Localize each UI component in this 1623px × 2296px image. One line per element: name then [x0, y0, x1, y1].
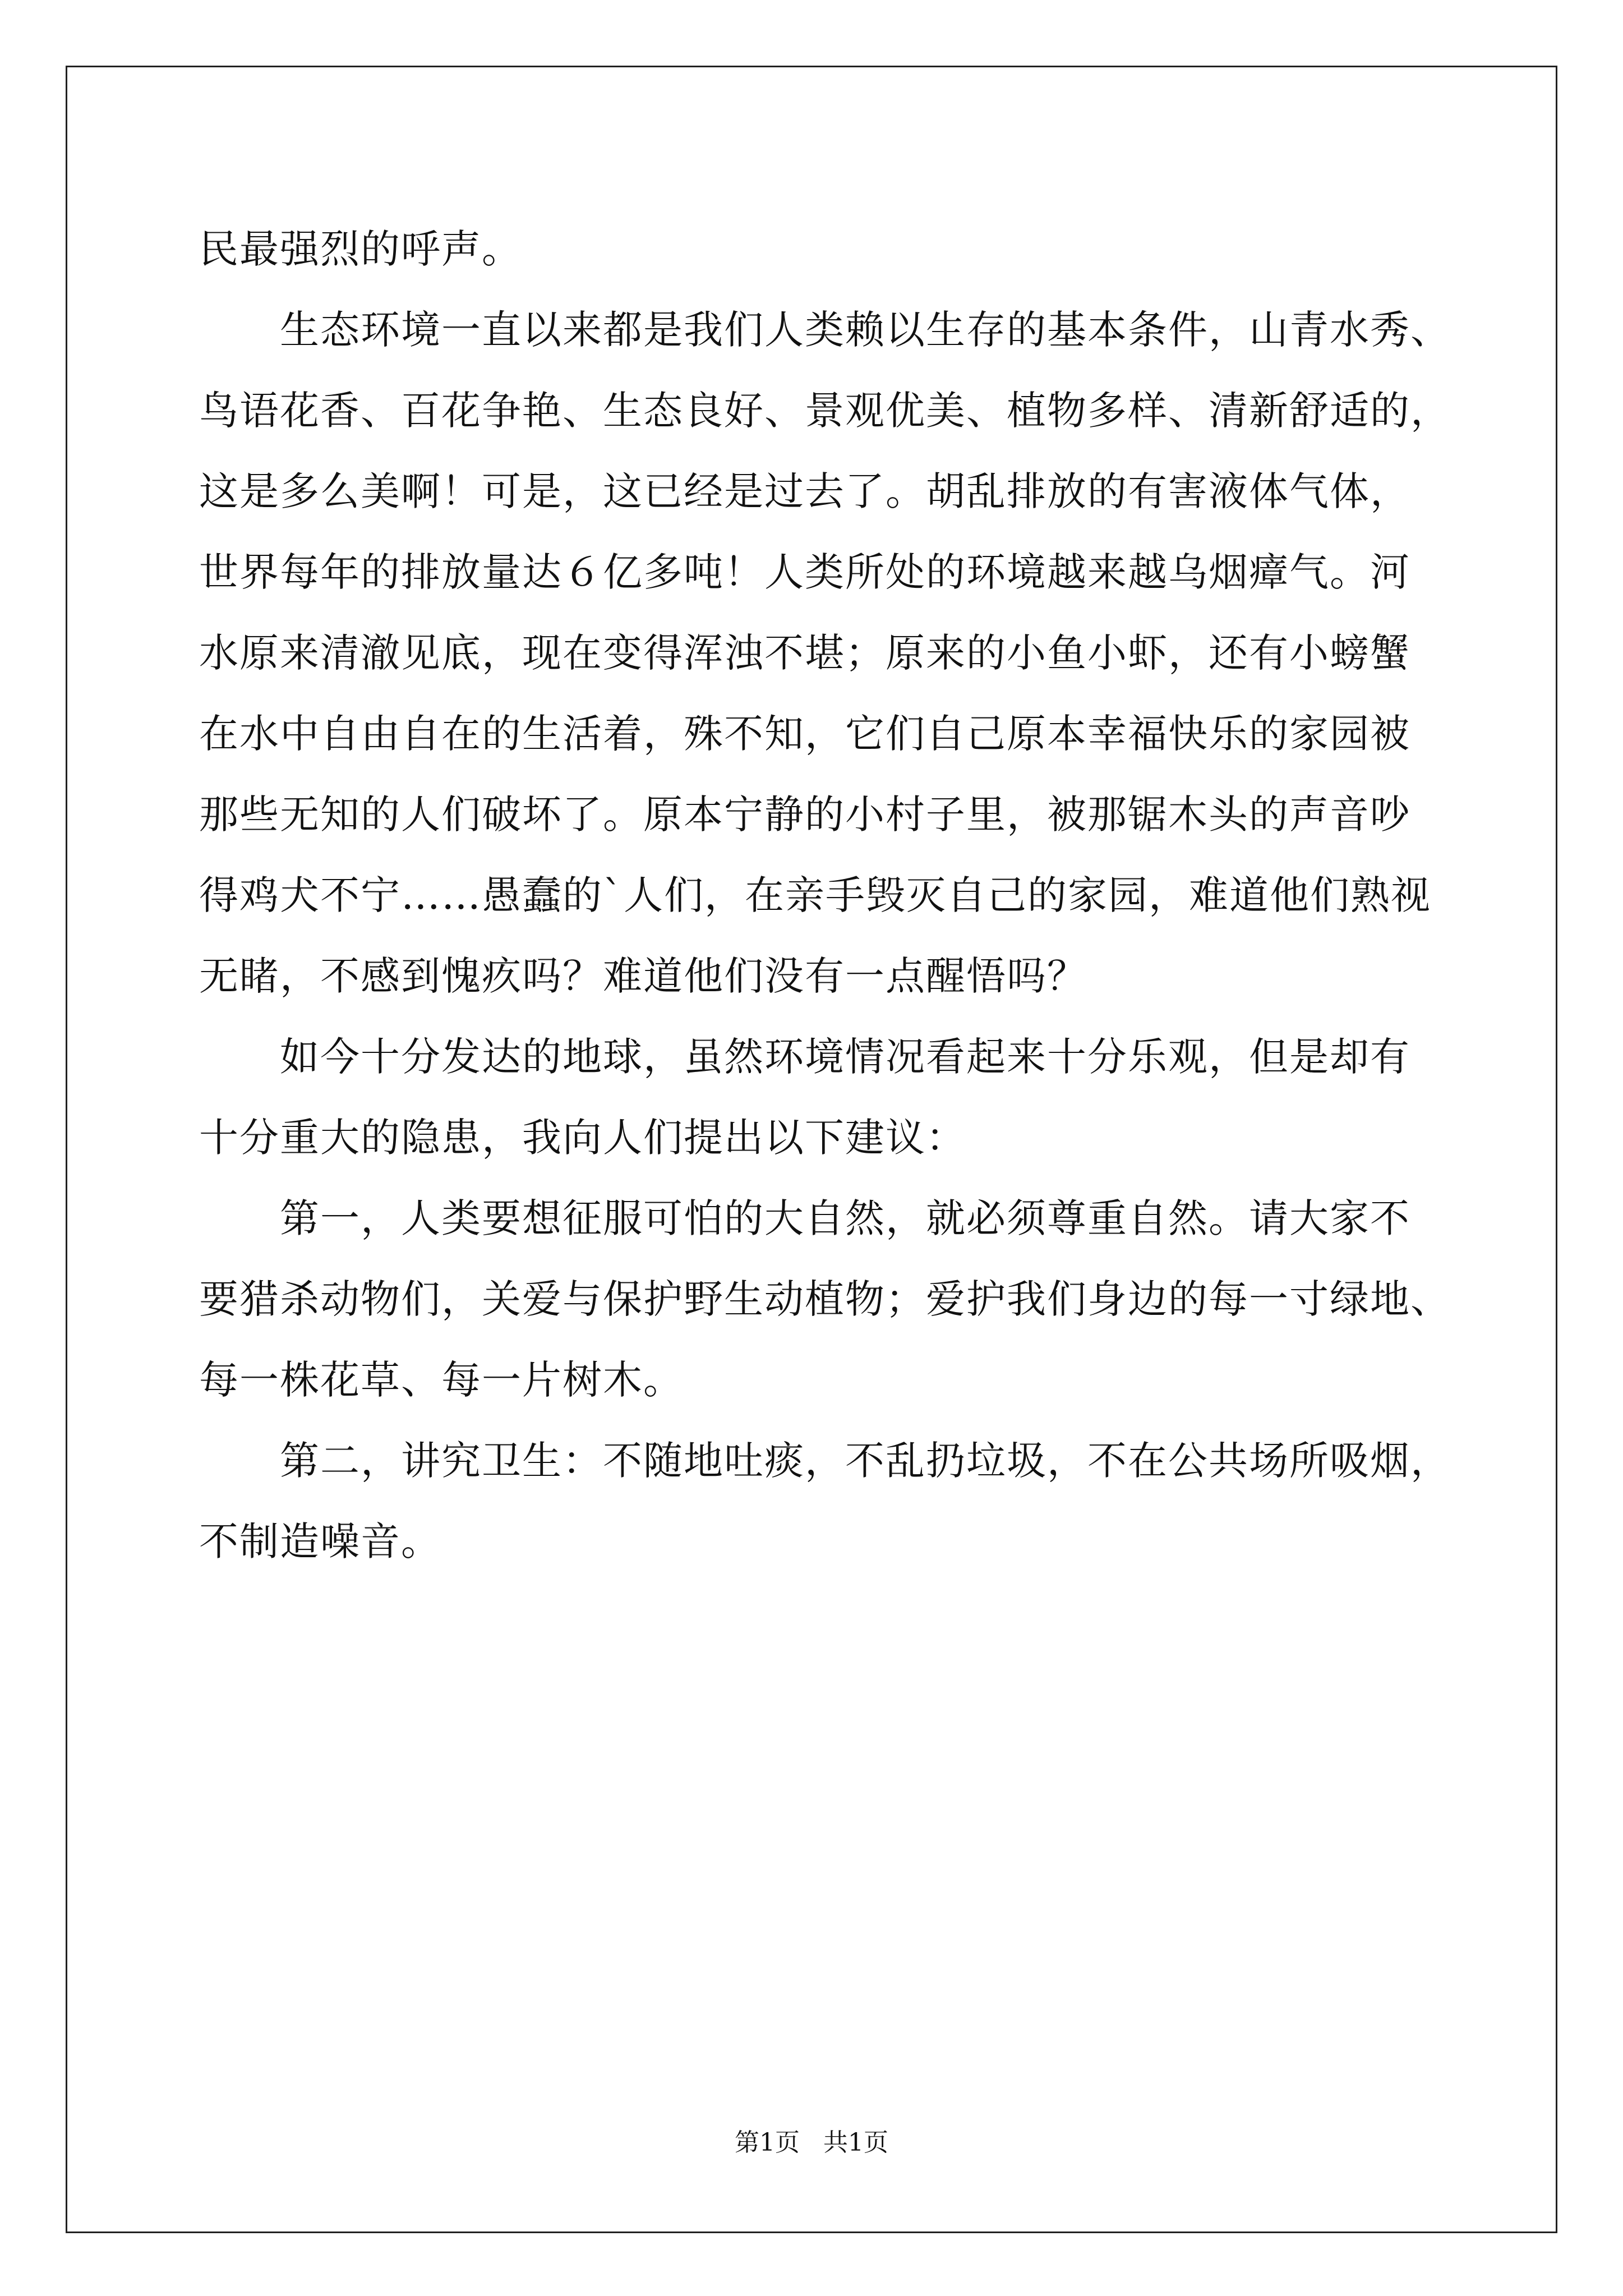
text-line: 要猎杀动物们，关爱与保护野生动植物；爱护我们身边的每一寸绿地、 [199, 1276, 1451, 1322]
page-footer: 第1页 共1页 [735, 2128, 888, 2157]
text-line: 在水中自由自在的生活着，殊不知，它们自己原本幸福快乐的家园被 [199, 711, 1410, 757]
text-line: 水原来清澈见底，现在变得浑浊不堪；原来的小鱼小虾，还有小螃蟹 [199, 630, 1410, 676]
document-body [199, 209, 1451, 1582]
text-line: 那些无知的人们破坏了。原本宁静的小村子里，被那锯木头的声音吵 [199, 792, 1410, 838]
text-line: 民最强烈的呼声。 [199, 226, 522, 272]
text-line: 如今十分发达的地球，虽然环境情况看起来十分乐观，但是却有 [199, 1034, 1410, 1080]
text-line: 无睹，不感到愧疚吗？难道他们没有一点醒悟吗？ [199, 953, 1087, 999]
text-line: 第二，讲究卫生：不随地吐痰，不乱扔垃圾，不在公共场所吸烟， [199, 1438, 1451, 1484]
text-line: 鸟语花香、百花争艳、生态良好、景观优美、植物多样、清新舒适的， [199, 388, 1451, 434]
text-line: 第一，人类要想征服可怕的大自然，就必须尊重自然。请大家不 [199, 1195, 1410, 1241]
text-line: 得鸡犬不宁……愚蠢的`人们，在亲手毁灭自己的家园，难道他们熟视 [199, 872, 1431, 918]
text-line: 这是多么美啊！可是，这已经是过去了。胡乱排放的有害液体气体， [199, 468, 1410, 514]
text-line: 十分重大的隐患，我向人们提出以下建议： [199, 1115, 966, 1161]
text-line: 每一株花草、每一片树木。 [199, 1357, 684, 1403]
text-line: 生态环境一直以来都是我们人类赖以生存的基本条件，山青水秀、 [199, 307, 1451, 353]
text-line: 世界每年的排放量达６亿多吨！人类所处的环境越来越乌烟瘴气。河 [199, 549, 1410, 595]
text-line: 不制造噪音。 [199, 1519, 441, 1565]
